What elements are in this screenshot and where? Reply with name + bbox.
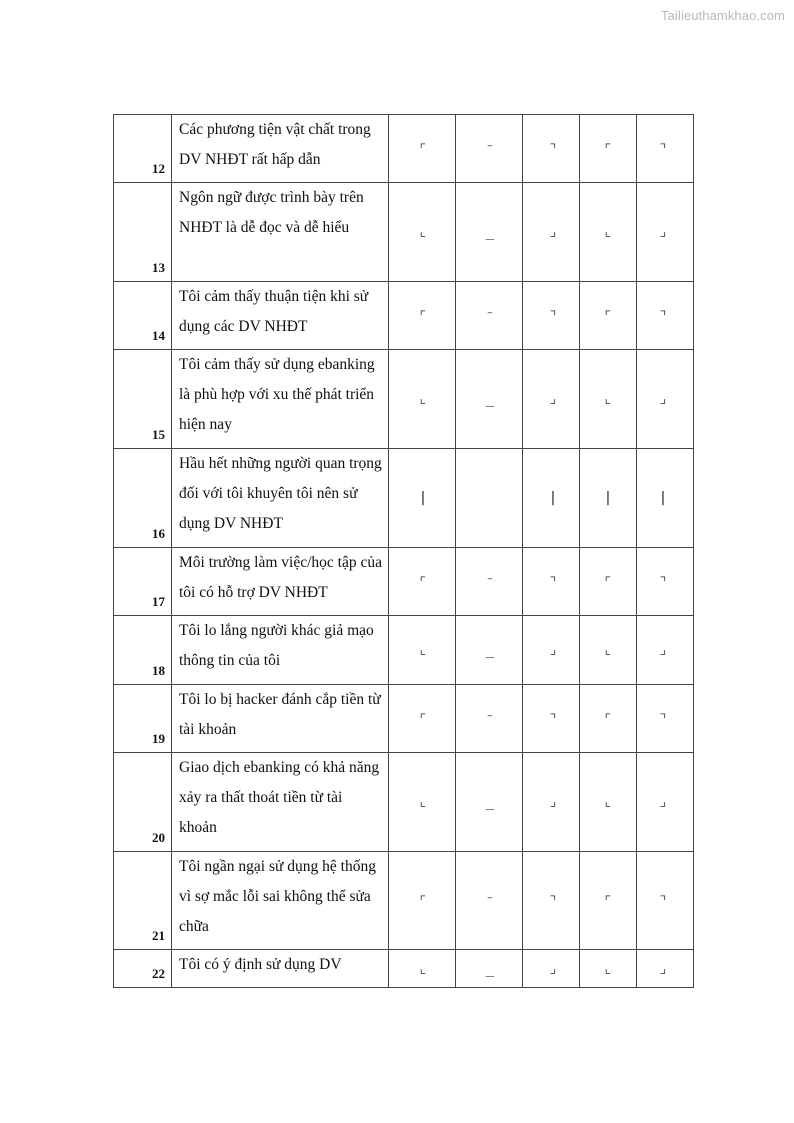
table-row bbox=[114, 115, 694, 183]
checkbox-mark: _ bbox=[485, 391, 495, 407]
checkbox-mark: ⌞ bbox=[418, 794, 428, 810]
rating-cell-5[interactable] bbox=[637, 183, 694, 282]
checkbox-mark: | bbox=[418, 490, 428, 506]
statement-text: Tôi lo lắng người khác giả mạo thông tin của tôi bbox=[172, 616, 389, 685]
rating-cell-5[interactable] bbox=[637, 685, 694, 753]
checkbox-mark: ⌜ bbox=[418, 573, 428, 590]
checkbox-mark: ⌟ bbox=[658, 960, 668, 977]
statement-text: Tôi ngần ngại sử dụng hệ thống vì sợ mắc lỗi sai không thể sửa chữa bbox=[172, 852, 389, 950]
row-number: 18 bbox=[114, 616, 172, 685]
rating-cell-2[interactable] bbox=[456, 852, 523, 950]
checkbox-mark: ⌞ bbox=[418, 960, 428, 977]
statement-text: Tôi có ý định sử dụng DV bbox=[172, 950, 389, 988]
checkbox-mark: ⁻ bbox=[485, 307, 495, 324]
row-number: 22 bbox=[114, 950, 172, 988]
rating-cell-1[interactable] bbox=[389, 616, 456, 685]
rating-cell-5[interactable] bbox=[637, 753, 694, 852]
checkbox-mark: ⌞ bbox=[418, 391, 428, 407]
rating-cell-2[interactable] bbox=[456, 183, 523, 282]
rating-cell-5[interactable] bbox=[637, 282, 694, 350]
rating-cell-5[interactable] bbox=[637, 950, 694, 988]
checkbox-mark: ⌜ bbox=[603, 140, 613, 157]
checkbox-mark: ⌞ bbox=[603, 224, 613, 240]
checkbox-mark: ⌝ bbox=[658, 140, 668, 157]
table-row bbox=[114, 548, 694, 616]
checkbox-mark: _ bbox=[485, 224, 495, 240]
checkbox-mark: ⌟ bbox=[548, 391, 558, 407]
table-row bbox=[114, 950, 694, 988]
rating-cell-1[interactable] bbox=[389, 950, 456, 988]
checkbox-mark: | bbox=[658, 490, 668, 506]
rating-cell-4[interactable] bbox=[580, 282, 637, 350]
rating-cell-4[interactable] bbox=[580, 449, 637, 548]
row-number: 12 bbox=[114, 115, 172, 183]
checkbox-mark: ⌜ bbox=[418, 892, 428, 909]
checkbox-mark: ⌜ bbox=[418, 140, 428, 157]
rating-cell-5[interactable] bbox=[637, 852, 694, 950]
survey-rows bbox=[114, 115, 694, 988]
checkbox-mark: ⁻ bbox=[485, 573, 495, 590]
rating-cell-3[interactable] bbox=[523, 449, 580, 548]
rating-cell-2[interactable] bbox=[456, 548, 523, 616]
checkbox-mark: ⌝ bbox=[658, 892, 668, 909]
checkbox-mark: ⁻ bbox=[485, 710, 495, 727]
checkbox-mark: ⌜ bbox=[603, 892, 613, 909]
rating-cell-1[interactable] bbox=[389, 350, 456, 449]
statement-text: Môi trường làm việc/học tập của tôi có hỗ trợ DV NHĐT bbox=[172, 548, 389, 616]
checkbox-mark: ⌝ bbox=[548, 307, 558, 324]
checkbox-mark: ⌞ bbox=[418, 642, 428, 658]
table-row bbox=[114, 753, 694, 852]
rating-cell-5[interactable] bbox=[637, 616, 694, 685]
checkbox-mark: ⌟ bbox=[658, 642, 668, 658]
checkbox-mark: ⌝ bbox=[658, 573, 668, 590]
checkbox-mark: ⌝ bbox=[658, 307, 668, 324]
checkbox-mark: ⌝ bbox=[658, 710, 668, 727]
rating-cell-3[interactable] bbox=[523, 753, 580, 852]
rating-cell-2[interactable] bbox=[456, 685, 523, 753]
checkbox-mark: ⌞ bbox=[603, 642, 613, 658]
table-row bbox=[114, 183, 694, 282]
checkbox-mark: ⁻ bbox=[485, 892, 495, 909]
rating-cell-4[interactable] bbox=[580, 350, 637, 449]
statement-text: Hầu hết những người quan trọng đối với tôi khuyên tôi nên sử dụng DV NHĐT bbox=[172, 449, 389, 548]
checkbox-mark: | bbox=[603, 490, 613, 506]
checkbox-mark: ⌜ bbox=[603, 573, 613, 590]
rating-cell-5[interactable] bbox=[637, 548, 694, 616]
rating-cell-2[interactable] bbox=[456, 950, 523, 988]
table-row bbox=[114, 282, 694, 350]
rating-cell-2[interactable] bbox=[456, 282, 523, 350]
watermark: Tailieuthamkhao.com bbox=[660, 8, 785, 23]
rating-cell-4[interactable] bbox=[580, 115, 637, 183]
table-row bbox=[114, 852, 694, 950]
checkbox-mark: ⌟ bbox=[548, 642, 558, 658]
rating-cell-3[interactable] bbox=[523, 685, 580, 753]
checkbox-mark: ⌜ bbox=[418, 307, 428, 324]
table-row bbox=[114, 449, 694, 548]
statement-text: Các phương tiện vật chất trong DV NHĐT rất hấp dẫn bbox=[172, 115, 389, 183]
rating-cell-4[interactable] bbox=[580, 685, 637, 753]
rating-cell-3[interactable] bbox=[523, 548, 580, 616]
table-row bbox=[114, 616, 694, 685]
rating-cell-2[interactable] bbox=[456, 350, 523, 449]
rating-cell-2[interactable] bbox=[456, 616, 523, 685]
rating-cell-1[interactable] bbox=[389, 282, 456, 350]
rating-cell-4[interactable] bbox=[580, 183, 637, 282]
rating-cell-1[interactable] bbox=[389, 753, 456, 852]
checkbox-mark: ⌜ bbox=[603, 307, 613, 324]
rating-cell-3[interactable] bbox=[523, 616, 580, 685]
row-number: 19 bbox=[114, 685, 172, 753]
rating-cell-2[interactable] bbox=[456, 753, 523, 852]
checkbox-mark: ⌝ bbox=[548, 710, 558, 727]
rating-cell-5[interactable] bbox=[637, 449, 694, 548]
checkbox-mark: ⌞ bbox=[603, 794, 613, 810]
rating-cell-3[interactable] bbox=[523, 115, 580, 183]
rating-cell-4[interactable] bbox=[580, 950, 637, 988]
table-row bbox=[114, 350, 694, 449]
checkbox-mark: _ bbox=[485, 794, 495, 810]
rating-cell-1[interactable] bbox=[389, 548, 456, 616]
checkbox-mark: ⌝ bbox=[548, 573, 558, 590]
rating-cell-5[interactable] bbox=[637, 115, 694, 183]
rating-cell-2[interactable] bbox=[456, 449, 523, 548]
row-number: 14 bbox=[114, 282, 172, 350]
row-number: 21 bbox=[114, 852, 172, 950]
table-row bbox=[114, 685, 694, 753]
statement-text: Tôi lo bị hacker đánh cắp tiền từ tài khoản bbox=[172, 685, 389, 753]
checkbox-mark: ⌟ bbox=[548, 224, 558, 240]
statement-text: Giao dịch ebanking có khả năng xảy ra thất thoát tiền từ tài khoản bbox=[172, 753, 389, 852]
checkbox-mark: _ bbox=[485, 642, 495, 658]
checkbox-mark: ⌝ bbox=[548, 892, 558, 909]
checkbox-mark: ⌞ bbox=[418, 224, 428, 240]
rating-cell-3[interactable] bbox=[523, 852, 580, 950]
checkbox-mark: ⁻ bbox=[485, 140, 495, 157]
row-number: 15 bbox=[114, 350, 172, 449]
rating-cell-2[interactable] bbox=[456, 115, 523, 183]
rating-cell-1[interactable] bbox=[389, 852, 456, 950]
checkbox-mark: ⌟ bbox=[548, 960, 558, 977]
checkbox-mark: ⌜ bbox=[418, 710, 428, 727]
rating-cell-3[interactable] bbox=[523, 183, 580, 282]
checkbox-mark: ⌟ bbox=[658, 391, 668, 407]
row-number: 16 bbox=[114, 449, 172, 548]
row-number: 13 bbox=[114, 183, 172, 282]
row-number: 20 bbox=[114, 753, 172, 852]
checkbox-mark: ⌜ bbox=[603, 710, 613, 727]
rating-cell-3[interactable] bbox=[523, 950, 580, 988]
rating-cell-1[interactable] bbox=[389, 115, 456, 183]
rating-cell-1[interactable] bbox=[389, 183, 456, 282]
rating-cell-4[interactable] bbox=[580, 548, 637, 616]
statement-text: Tôi cảm thấy sử dụng ebanking là phù hợp với xu thế phát triển hiện nay bbox=[172, 350, 389, 449]
checkbox-mark: _ bbox=[485, 960, 495, 977]
checkbox-mark: ⌝ bbox=[548, 140, 558, 157]
checkbox-mark: ⌞ bbox=[603, 960, 613, 977]
rating-cell-4[interactable] bbox=[580, 753, 637, 852]
checkbox-mark: ⌞ bbox=[603, 391, 613, 407]
rating-cell-1[interactable] bbox=[389, 685, 456, 753]
rating-cell-4[interactable] bbox=[580, 616, 637, 685]
rating-cell-5[interactable] bbox=[637, 350, 694, 449]
checkbox-mark: | bbox=[548, 490, 558, 506]
survey-table bbox=[113, 114, 694, 988]
checkbox-mark: ⌟ bbox=[658, 794, 668, 810]
checkbox-mark: ⌟ bbox=[658, 224, 668, 240]
rating-cell-1[interactable] bbox=[389, 449, 456, 548]
statement-text: Tôi cảm thấy thuận tiện khi sử dụng các DV NHĐT bbox=[172, 282, 389, 350]
statement-text: Ngôn ngữ được trình bày trên NHĐT là dễ đọc và dễ hiểu bbox=[172, 183, 389, 282]
row-number: 17 bbox=[114, 548, 172, 616]
rating-cell-3[interactable] bbox=[523, 350, 580, 449]
checkbox-mark: ⌟ bbox=[548, 794, 558, 810]
rating-cell-3[interactable] bbox=[523, 282, 580, 350]
rating-cell-4[interactable] bbox=[580, 852, 637, 950]
